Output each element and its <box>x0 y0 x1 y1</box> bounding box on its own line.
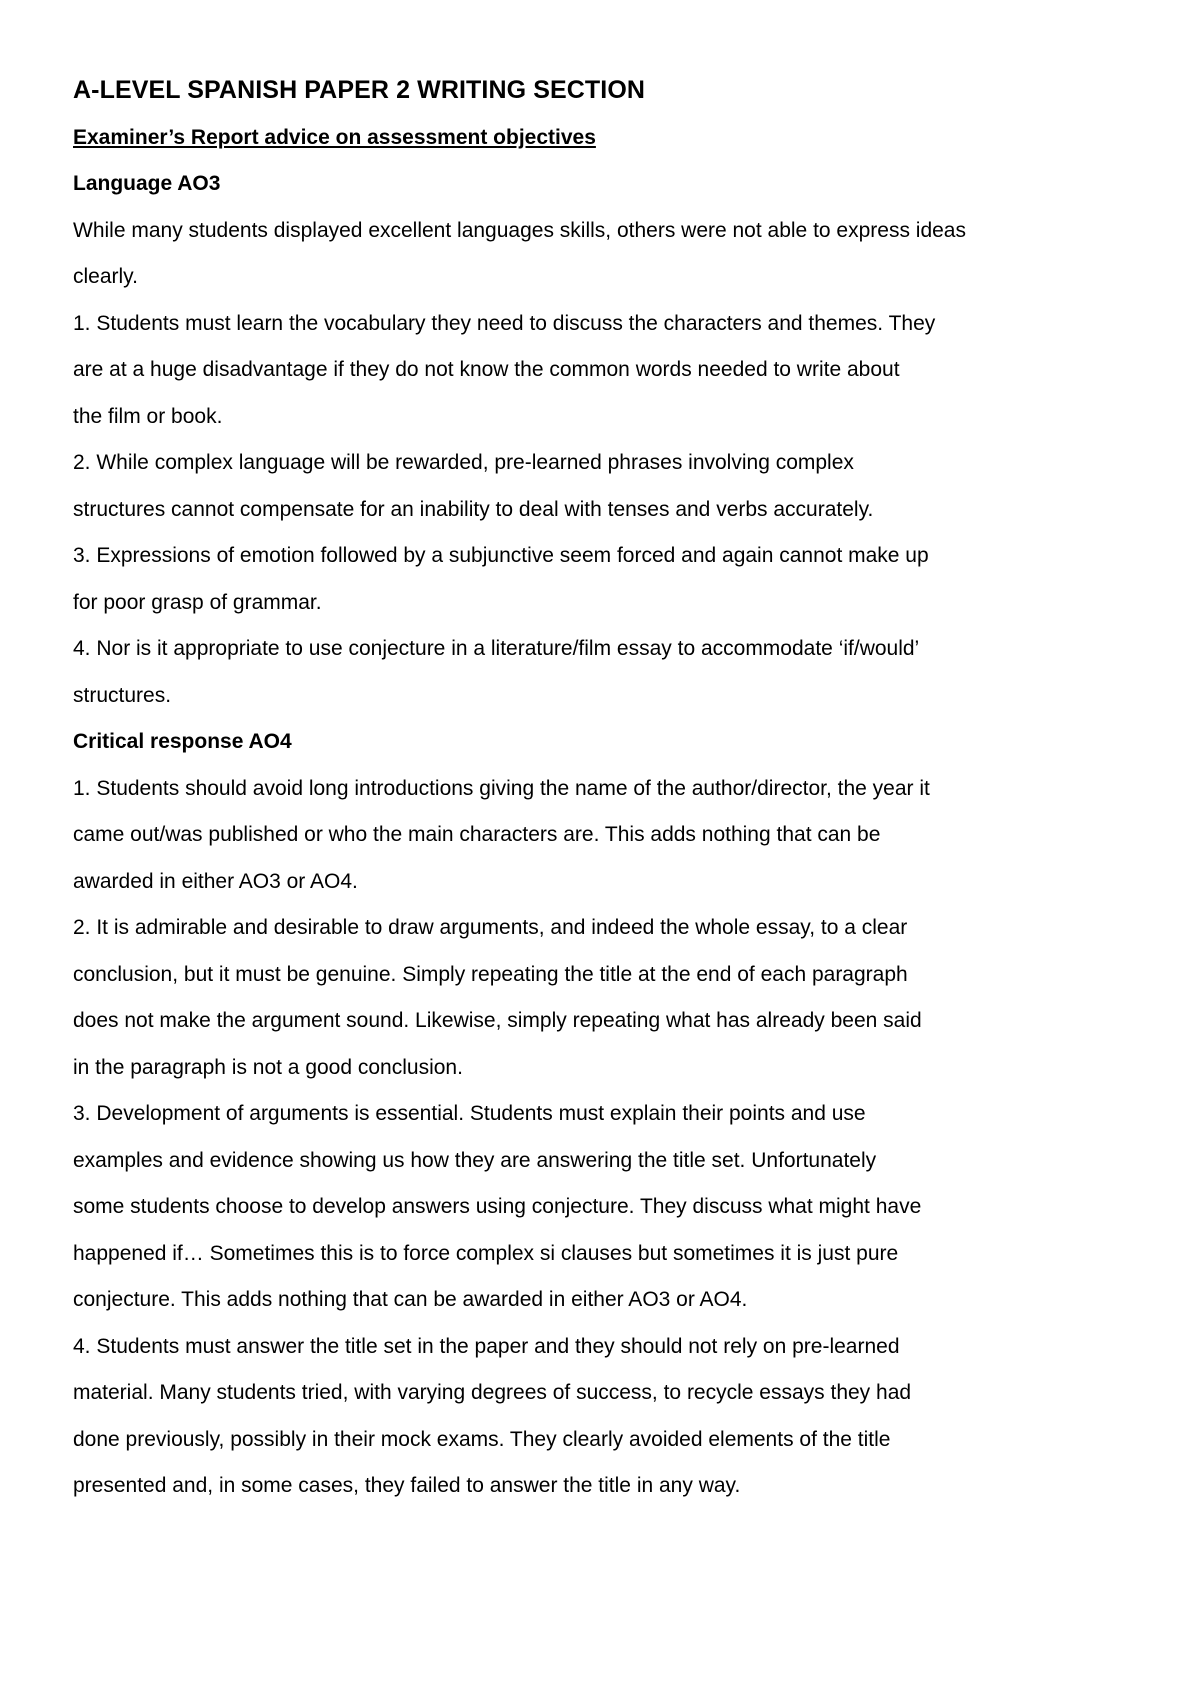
text-line: 2. While complex language will be rewarded, pre-learned phrases involving complex <box>73 451 854 474</box>
text-line: happened if… Sometimes this is to force complex si clauses but sometimes it is just pure <box>73 1241 899 1265</box>
text-line: 4. Students must answer the title set in the paper and they should not rely on pre-learned <box>73 1334 900 1358</box>
numbered-point-4 <box>73 1324 1133 1510</box>
numbered-point-1 <box>73 766 1133 906</box>
text-line: 1. Students must learn the vocabulary they need to discuss the characters and themes. They <box>73 311 936 335</box>
text-line: presented and, in some cases, they failed to answer the title in any way. <box>73 1474 741 1497</box>
text-line: examples and evidence showing us how they are answering the title set. Unfortunately <box>73 1148 877 1172</box>
numbered-point-2 <box>73 905 1133 1091</box>
text-line: came out/was published or who the main characters are. This adds nothing that can be <box>73 823 881 846</box>
intro-paragraph <box>73 208 1123 301</box>
text-line: 4. Nor is it appropriate to use conjecture in a literature/film essay to accommodate ‘if/would’ <box>73 637 920 660</box>
numbered-point-2 <box>73 440 1133 533</box>
numbered-point-4 <box>73 626 1133 719</box>
text-line: done previously, possibly in their mock exams. They clearly avoided elements of the title <box>73 1427 891 1451</box>
text-line: structures. <box>73 683 172 707</box>
section-heading-critical-response-ao4: Critical response AO4 <box>73 730 292 753</box>
text-line: 1. Students should avoid long introductions giving the name of the author/director, the year it <box>73 776 930 800</box>
text-line: awarded in either AO3 or AO4. <box>73 869 358 893</box>
numbered-point-3 <box>73 533 1133 626</box>
numbered-point-3 <box>73 1091 1133 1324</box>
text-line: some students choose to develop answers using conjecture. They discuss what might have <box>73 1195 922 1218</box>
text-line: clearly. <box>73 265 138 288</box>
section-heading-language-ao3: Language AO3 <box>73 172 221 195</box>
text-line: the film or book. <box>73 404 223 428</box>
text-line: in the paragraph is not a good conclusion. <box>73 1055 463 1079</box>
text-line: material. Many students tried, with varying degrees of success, to recycle essays they had <box>73 1381 912 1404</box>
text-line: are at a huge disadvantage if they do not know the common words needed to write about <box>73 358 900 381</box>
text-line: 3. Expressions of emotion followed by a subjunctive seem forced and again cannot make up <box>73 544 929 567</box>
text-line: for poor grasp of grammar. <box>73 590 322 614</box>
text-line: does not make the argument sound. Likewise, simply repeating what has already been said <box>73 1009 922 1032</box>
document-subtitle: Examiner’s Report advice on assessment objectives <box>73 126 596 149</box>
text-line: conclusion, but it must be genuine. Simply repeating the title at the end of each paragraph <box>73 962 908 986</box>
document-page <box>73 70 1133 1510</box>
text-line: While many students displayed excellent languages skills, others were not able to express ideas <box>73 218 966 242</box>
text-line: structures cannot compensate for an inability to deal with tenses and verbs accurately. <box>73 497 874 521</box>
document-title: A-LEVEL SPANISH PAPER 2 WRITING SECTION <box>73 76 646 104</box>
text-line: 3. Development of arguments is essential. Students must explain their points and use <box>73 1102 866 1125</box>
numbered-point-1 <box>73 301 1133 441</box>
text-line: conjecture. This adds nothing that can be awarded in either AO3 or AO4. <box>73 1288 748 1311</box>
text-line: 2. It is admirable and desirable to draw arguments, and indeed the whole essay, to a clear <box>73 916 908 939</box>
